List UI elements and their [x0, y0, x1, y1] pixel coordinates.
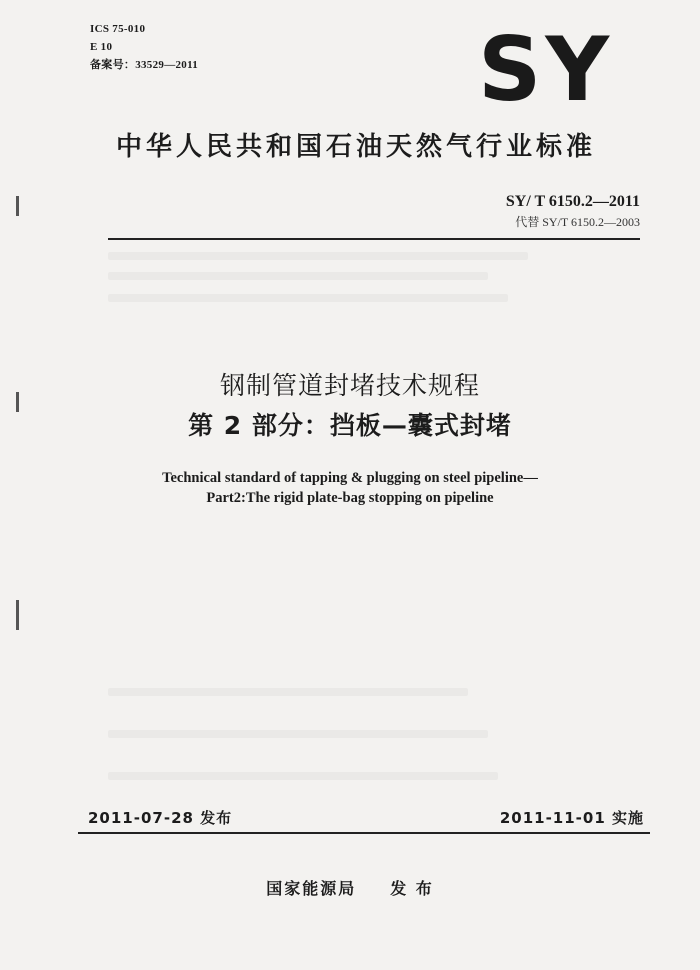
bleed-through-line	[108, 294, 508, 302]
issue-date: 2011-07-28 发布	[88, 809, 233, 827]
issuer-line	[0, 876, 700, 899]
scan-edge-mark	[16, 196, 19, 216]
chinese-title-line-1: 钢制管道封堵技术规程	[219, 371, 480, 400]
bleed-through-line	[108, 688, 468, 696]
ics-code: ICS 75-010	[90, 23, 146, 35]
issuer-action: 发 布	[390, 879, 434, 898]
record-number: 备案号：33529—2011	[90, 59, 199, 71]
standard-number: SY/ T 6150.2—2011	[505, 193, 640, 210]
bleed-through-line	[108, 730, 488, 738]
header-divider	[108, 238, 640, 240]
implementation-date: 2011-11-01 实施	[499, 809, 644, 827]
classification-block	[90, 20, 198, 74]
bleed-through-line	[108, 272, 488, 280]
english-title-line-1: Technical standard of tapping & plugging on steel pipeline—	[162, 470, 538, 486]
bleed-through-line	[108, 252, 528, 260]
sy-logo: SY	[478, 18, 614, 121]
class-code: E 10	[90, 41, 113, 53]
category-title: 中华人民共和国石油天然气行业标准	[115, 132, 596, 162]
english-title-line-2: Part2:The rigid plate-bag stopping on pipeline	[206, 490, 494, 506]
replaces-note: 代替 SY/T 6150.2—2003	[515, 215, 640, 229]
chinese-title-line-2: 第 2 部分：挡板—囊式封堵	[188, 411, 512, 440]
issuer-organization: 国家能源局	[266, 879, 357, 898]
bleed-through-line	[108, 772, 498, 780]
scan-edge-mark	[16, 600, 19, 630]
footer-divider	[78, 832, 650, 834]
